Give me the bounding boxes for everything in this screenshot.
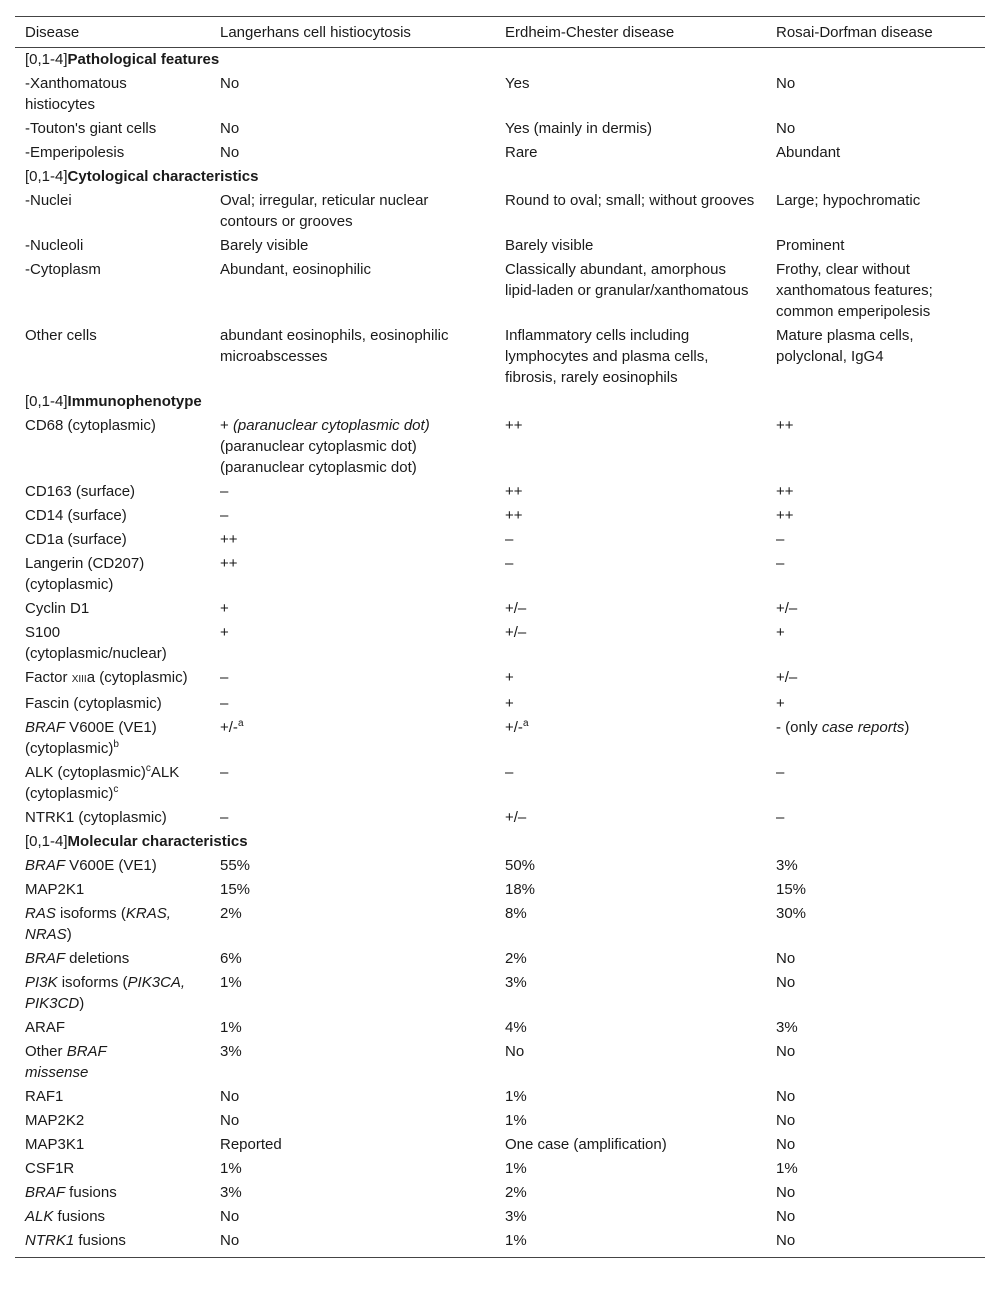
rdd-cell: + (776, 695, 785, 712)
row-label: CD163 (surface) (25, 483, 136, 500)
ecd-cell: 2% (505, 950, 527, 967)
table-row (15, 878, 985, 902)
ecd-cell: 3% (505, 974, 527, 991)
table-row (15, 504, 985, 528)
lch-cell: 1% (220, 974, 242, 991)
row-label: -Nucleoli (25, 237, 84, 254)
rdd-cell: 15% (776, 881, 807, 898)
footnote-marker: c (145, 763, 151, 774)
header-rdd: Rosai-Dorfman disease (766, 17, 985, 48)
row-label (15, 902, 210, 947)
table-row (15, 1133, 985, 1157)
gene-name: PIK3CA, PIK3CD (25, 974, 186, 1012)
rdd-cell: No (776, 75, 796, 92)
ecd-cell: 1% (505, 1160, 527, 1177)
row-label: ARAF (25, 1019, 66, 1036)
ecd-cell: – (505, 764, 514, 781)
lch-cell: – (220, 764, 229, 781)
table-row (15, 666, 985, 692)
table-row (15, 1016, 985, 1040)
table-row (15, 621, 985, 666)
gene-name: BRAF (25, 857, 66, 874)
ecd-cell: Round to oval; small; without grooves (505, 192, 755, 209)
lch-cell: Barely visible (220, 237, 309, 254)
row-label: CSF1R (25, 1160, 75, 1177)
table-row (15, 72, 985, 117)
row-label: CD1a (surface) (25, 531, 127, 548)
lch-cell: No (220, 144, 240, 161)
ecd-cell: +/– (505, 624, 527, 641)
histiocytosis-comparison-table (15, 16, 985, 1258)
section-title: Molecular characteristics (67, 833, 248, 850)
table-row (15, 947, 985, 971)
rdd-cell: 1% (776, 1160, 798, 1177)
section-heading (15, 390, 985, 414)
lch-cell: Abundant, eosinophilic (220, 261, 371, 278)
table-row (15, 1157, 985, 1181)
section-tag: [0,1-4] (25, 51, 68, 68)
rdd-cell: No (776, 974, 796, 991)
cell-text: a (cytoplasmic) (86, 669, 188, 686)
row-label: -Touton's giant cells (25, 120, 157, 137)
row-label: MAP2K2 (25, 1112, 85, 1129)
ecd-cell: Classically abundant, amorphous lipid-laden or granular/xanthomatous (505, 261, 749, 299)
row-label (15, 854, 210, 878)
row-label (15, 971, 210, 1016)
table-row (15, 189, 985, 234)
lch-cell (210, 716, 495, 761)
gene-name: RAS (25, 905, 56, 922)
row-label: -Cytoplasm (25, 261, 101, 278)
section-tag: [0,1-4] (25, 168, 68, 185)
footnote-marker: b (113, 739, 119, 750)
footnote-marker: c (113, 784, 119, 795)
rdd-cell: No (776, 1088, 796, 1105)
row-label: RAF1 (25, 1088, 64, 1105)
ecd-cell: ++ (505, 483, 523, 500)
lch-cell: 2% (220, 905, 242, 922)
row-label: S100 (cytoplasmic/nuclear) (25, 624, 167, 662)
section-title: Immunophenotype (67, 393, 202, 410)
table-row (15, 141, 985, 165)
table-row (15, 117, 985, 141)
ecd-cell (495, 716, 766, 761)
lch-cell: No (220, 75, 240, 92)
cell-italic: missense (25, 1064, 89, 1081)
lch-cell: 1% (220, 1160, 242, 1177)
row-label (15, 1040, 210, 1085)
cell-text: fusions (74, 1232, 126, 1249)
row-label (15, 1205, 210, 1229)
gene-name: BRAF (25, 950, 66, 967)
row-label: Other cells (25, 327, 97, 344)
row-label: NTRK1 (cytoplasmic) (25, 809, 167, 826)
lch-cell: – (220, 809, 229, 826)
cell-text: + (220, 417, 233, 434)
table-row (15, 1109, 985, 1133)
lch-cell: – (220, 669, 229, 686)
table-row (15, 324, 985, 390)
rdd-cell: No (776, 1232, 796, 1249)
section-heading (15, 165, 985, 189)
ecd-cell: Yes (mainly in dermis) (505, 120, 652, 137)
rdd-cell: – (776, 764, 785, 781)
cell-text: (paranuclear cytoplasmic dot) (220, 459, 417, 476)
rdd-cell: – (776, 809, 785, 826)
rdd-cell: – (776, 555, 785, 572)
ecd-cell: – (505, 555, 514, 572)
gene-name: BRAF (66, 1043, 107, 1060)
rdd-cell: ++ (776, 483, 794, 500)
cell-text: fusions (65, 1184, 117, 1201)
ecd-cell: ++ (505, 417, 523, 434)
cell-text: ) (904, 719, 910, 736)
row-label: Langerin (CD207) (cytoplasmic) (25, 555, 145, 593)
lch-cell: + (220, 624, 229, 641)
rdd-cell: +/– (776, 600, 798, 617)
rdd-cell: 30% (776, 905, 807, 922)
section-title: Cytological characteristics (67, 168, 259, 185)
row-label (15, 1229, 210, 1258)
cell-text: ) (79, 995, 85, 1012)
ecd-cell: 1% (505, 1112, 527, 1129)
ecd-cell: No (505, 1043, 525, 1060)
rdd-cell: No (776, 1043, 796, 1060)
lch-cell: + (220, 600, 229, 617)
cell-text: Factor (25, 669, 72, 686)
row-label: Cyclin D1 (25, 600, 90, 617)
ecd-cell: +/– (505, 809, 527, 826)
table-row (15, 597, 985, 621)
row-label (15, 666, 210, 692)
lch-cell: abundant eosinophils, eosinophilic microabscesses (220, 327, 449, 365)
ecd-cell: + (505, 695, 514, 712)
ecd-cell: 50% (505, 857, 536, 874)
cell-text: +/- (220, 719, 238, 736)
rdd-cell: – (776, 531, 785, 548)
cell-text: V600E (VE1) (cytoplasmic) (25, 719, 157, 757)
lch-cell: ++ (220, 531, 238, 548)
section-tag: [0,1-4] (25, 393, 68, 410)
table-row (15, 716, 985, 761)
table-row (15, 528, 985, 552)
section-row-cytological (15, 165, 985, 189)
section-row-molecular (15, 830, 985, 854)
table-row (15, 1181, 985, 1205)
cell-text: ALK (cytoplasmic) (25, 764, 180, 802)
table-row (15, 971, 985, 1016)
cell-text: isoforms ( (57, 974, 128, 991)
lch-cell: No (220, 1232, 240, 1249)
ecd-cell: 1% (505, 1088, 527, 1105)
row-label: MAP3K1 (25, 1136, 85, 1153)
row-label: CD68 (cytoplasmic) (25, 417, 156, 434)
cell-text: fusions (53, 1208, 106, 1225)
gene-name: PI3K (25, 974, 58, 991)
row-label: -Xanthomatous histiocytes (25, 75, 127, 113)
lch-cell: – (220, 507, 229, 524)
ecd-cell: 18% (505, 881, 536, 898)
rdd-cell: + (776, 624, 785, 641)
cell-small-caps: XIII (71, 674, 87, 685)
gene-name: BRAF (25, 1184, 66, 1201)
lch-cell: No (220, 1208, 240, 1225)
lch-cell: 55% (220, 857, 251, 874)
table-row (15, 854, 985, 878)
rdd-cell: ++ (776, 507, 794, 524)
gene-name: ALK (25, 1208, 54, 1225)
section-row-pathological (15, 48, 985, 73)
cell-text: Other (25, 1043, 67, 1060)
table-row (15, 1085, 985, 1109)
lch-cell: No (220, 1088, 240, 1105)
table-row (15, 414, 985, 480)
cell-italic: case reports (821, 719, 905, 736)
rdd-cell: Abundant (776, 144, 841, 161)
lch-cell: No (220, 120, 240, 137)
lch-cell: – (220, 483, 229, 500)
row-label (15, 716, 210, 761)
rdd-cell: Large; hypochromatic (776, 192, 921, 209)
lch-cell: No (220, 1112, 240, 1129)
header-disease: Disease (15, 17, 210, 48)
ecd-cell: 1% (505, 1232, 527, 1249)
cell-italic: (paranuclear cytoplasmic dot) (232, 417, 430, 434)
row-label: -Emperipolesis (25, 144, 125, 161)
gene-name: NTRK1 (25, 1232, 75, 1249)
table-row (15, 234, 985, 258)
ecd-cell: Inflammatory cells including lymphocytes and plasma cells, fibrosis, rarely eosinophils (505, 327, 709, 386)
cell-text: V600E (VE1) (65, 857, 157, 874)
rdd-cell: No (776, 1136, 796, 1153)
cell-text: isoforms ( (55, 905, 126, 922)
section-title: Pathological features (67, 51, 220, 68)
ecd-cell: 4% (505, 1019, 527, 1036)
row-label: MAP2K1 (25, 881, 85, 898)
cell-text: ALK (cytoplasmic) (25, 764, 146, 781)
footnote-marker: a (522, 718, 529, 729)
table-row (15, 1229, 985, 1258)
lch-cell: 3% (220, 1184, 242, 1201)
section-row-immunophenotype (15, 390, 985, 414)
lch-cell: ++ (220, 555, 238, 572)
table-row (15, 1040, 985, 1085)
section-heading (15, 48, 985, 73)
table-row (15, 902, 985, 947)
rdd-cell: +/– (776, 669, 798, 686)
rdd-cell: 3% (776, 1019, 798, 1036)
rdd-cell: Prominent (776, 237, 845, 254)
lch-cell: 15% (220, 881, 251, 898)
table-row (15, 258, 985, 324)
lch-cell: – (220, 695, 229, 712)
lch-cell: 1% (220, 1019, 242, 1036)
row-label: Fascin (cytoplasmic) (25, 695, 162, 712)
header-row (15, 17, 985, 48)
row-label (15, 761, 210, 806)
rdd-cell (766, 716, 985, 761)
ecd-cell: ++ (505, 507, 523, 524)
row-label (15, 1181, 210, 1205)
rdd-cell: No (776, 1184, 796, 1201)
table-row (15, 806, 985, 830)
gene-name: BRAF (25, 719, 66, 736)
row-label: -Nuclei (25, 192, 72, 209)
cell-text: deletions (65, 950, 130, 967)
lch-cell: Oval; irregular, reticular nuclear contours or grooves (220, 192, 429, 230)
ecd-cell: Barely visible (505, 237, 594, 254)
table-row (15, 480, 985, 504)
lch-cell (210, 414, 495, 480)
table-row (15, 1205, 985, 1229)
rdd-cell: No (776, 1208, 796, 1225)
header-lch: Langerhans cell histiocytosis (210, 17, 495, 48)
ecd-cell: + (505, 669, 514, 686)
table-row (15, 552, 985, 597)
ecd-cell: Yes (505, 75, 530, 92)
table-row (15, 692, 985, 716)
table-row (15, 761, 985, 806)
ecd-cell: +/– (505, 600, 527, 617)
gene-name: KRAS, NRAS (25, 905, 171, 943)
cell-text: ) (66, 926, 72, 943)
lch-cell: 3% (220, 1043, 242, 1060)
rdd-cell: No (776, 1112, 796, 1129)
lch-cell: Reported (220, 1136, 282, 1153)
rdd-cell: Mature plasma cells, polyclonal, IgG4 (776, 327, 914, 365)
ecd-cell: Rare (505, 144, 538, 161)
header-ecd: Erdheim-Chester disease (495, 17, 766, 48)
ecd-cell: – (505, 531, 514, 548)
ecd-cell: One case (amplification) (505, 1136, 667, 1153)
cell-text: (paranuclear cytoplasmic dot) (220, 438, 417, 455)
row-label (15, 947, 210, 971)
rdd-cell: Frothy, clear without xanthomatous features; common emperipolesis (776, 261, 933, 320)
rdd-cell: 3% (776, 857, 798, 874)
lch-cell: 6% (220, 950, 242, 967)
rdd-cell: No (776, 120, 796, 137)
ecd-cell: 8% (505, 905, 527, 922)
cell-text: +/- (505, 719, 523, 736)
section-tag: [0,1-4] (25, 833, 68, 850)
rdd-cell: ++ (776, 417, 794, 434)
row-label: CD14 (surface) (25, 507, 127, 524)
cell-text: - (only (776, 719, 822, 736)
ecd-cell: 2% (505, 1184, 527, 1201)
rdd-cell: No (776, 950, 796, 967)
ecd-cell: 3% (505, 1208, 527, 1225)
section-heading (15, 830, 985, 854)
footnote-marker: a (237, 718, 244, 729)
